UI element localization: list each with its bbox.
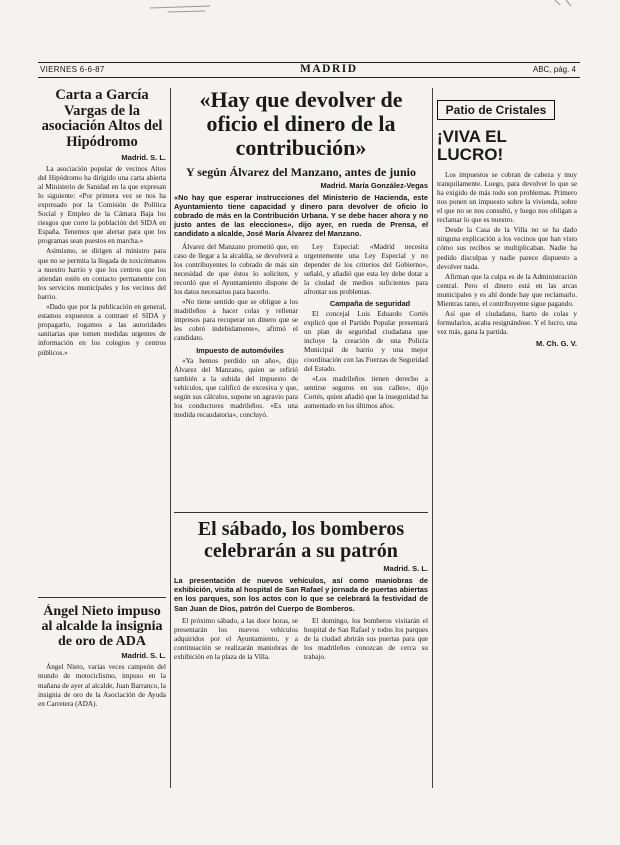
main-paragraph: Ley Especial: «Madrid necesita urgentemente una Ley Especial y no depender de los criterios del Gobierno», señaló, y añadió que esta ley debe dotar a la ciudad de medios suficientes para afrontar sus problemas.: [304, 242, 428, 296]
scan-marks: [0, 0, 620, 60]
bottom-headline: El sábado, los bomberos celebrarán a su patrón: [197, 518, 405, 562]
left-body-2: Ángel Nieto, varias veces campeón del mundo de motociclismo, impuso en la mañana de ayer al alcalde, Juan Barranco, la insignia de oro de la Asociación de Ayuda en Carretera (ADA).: [38, 663, 166, 708]
page-header: [38, 62, 580, 78]
patio-label-box: Patio de Cristales: [437, 100, 555, 120]
main-paragraph: «Ya hemos perdido un año», dijo Álvarez del Manzano, quien se refirió también a la subida del impuesto de vehículos, que calificó de excesiva y que, según sus cálculos, supone un agravio para los conductores madrileños. «Es una medida recaudatoria», concluyó.: [174, 356, 298, 420]
left-paragraph: Asimismo, se dirigen al ministro para que no se permita la llegada de toxicómanos a nuestro barrio y que los centros que los atiendan estén en contacto permanente con los servicios municipales y los vecinos del barrio.: [38, 247, 166, 301]
bottom-signature: Madrid. S. L.: [383, 564, 428, 573]
left-signature-2: Madrid. S. L.: [121, 651, 166, 661]
main-paragraph: El concejal Luis Eduardo Cortés explicó que el Partido Popular presentará un plan de seguridad ciudadana que incluye la creación de una Policía Municipal de barrio y una mejor coordinación con las Fuerzas de Seguridad del Estado.: [304, 310, 428, 373]
main-subhead-2: Campaña de seguridad: [329, 299, 411, 309]
left-paragraph: La asociación popular de vecinos Altos del Hipódromo ha dirigido una carta abierta al Ministerio de Sanidad en la que expresan lo siguiente: «Por primera vez se nos ha expresado por la Comisión de Política Social y Empleo de la Cámara Baja los riesgos que corre la población del SIDA en España. Tenemos que alertar para que los programas sean puestos en marcha.»: [38, 164, 166, 246]
main-headline: «Hay que devolver de oficio el dinero de la contribución»: [199, 88, 403, 161]
main-paragraph: Álvarez del Manzano prometió que, en caso de llegar a la alcaldía, se devolverá a los contribuyentes lo cobrado de más sin necesidad de que éstos lo soliciten, y recordó que el Ayuntamiento dispone de los datos necesarios para hacerlo.: [174, 242, 298, 296]
main-col-2: [304, 243, 428, 422]
column-rule: [170, 88, 171, 788]
bottom-col-2: El domingo, los bomberos visitarán el hospital de San Rafael y todos los parques de la ciudad abrirán sus puertas para que los madrileños conozcan de cerca su trabajo.: [304, 616, 428, 662]
header-date: VIERNES 6-6-87: [40, 65, 105, 74]
left-paragraph: «Dado que por la publicación en general, estamos expuestos a contraer el SIDA y propagarlo, rogamos a las autoridades sanitarias que tomen medidas urgentes de información en los colegios y centros públicos.»: [38, 303, 166, 357]
right-body: [437, 171, 577, 338]
page-number: ABC, pág. 4: [532, 65, 576, 74]
left-headline: Carta a García Vargas de la asociación Altos del Hipódromo: [41, 88, 163, 150]
left-divider: [38, 597, 166, 598]
right-paragraph: Así que el ciudadano, harto de colas y formularios, acaba resignándose. Y el lucro, una vez más, gana la partida.: [437, 310, 577, 337]
right-headline: ¡VIVA EL LUCRO!: [437, 127, 507, 165]
section-title: MADRID: [300, 63, 358, 75]
right-column: [437, 124, 577, 784]
right-paragraph: Desde la Casa de la Villa no se ha dado ninguna explicación a los vecinos que han visto cómo sus recibos se multiplicaban. Nadie ha pedido disculpas y nadie parece dispuesto a devolver nada.: [437, 226, 577, 271]
main-subhead-1: Impuesto de automóviles: [196, 345, 284, 355]
main-divider: [174, 512, 428, 513]
main-subheadline: Y según Álvarez del Manzano, antes de junio: [185, 164, 416, 179]
main-lead: «No hay que esperar instrucciones del Ministerio de Hacienda, este Ayuntamiento tiene capacidad y dinero para devolver de oficio lo cobrado de más en la Contribución Urbana. Y se debe hacer ahora y no justo antes de las elecciones», dijo ayer, en rueda de Prensa, el candidato a alcalde, José María Álvarez del Manzano.: [174, 192, 428, 239]
left-signature: Madrid. S. L.: [121, 152, 166, 162]
right-paragraph: Los impuestos se cobran de cabeza y muy tranquilamente. Luego, para devolver lo que se ha exigido de más todo son problemas. Primero nos ponen un impuesto sobre la vivienda, sobre el que no se nos consultó, y luego nos obligan a reclamar lo que es nuestro.: [437, 170, 577, 225]
left-column-2: [38, 604, 166, 794]
bottom-lead: La presentación de nuevos vehículos, así como maniobras de exhibición, visita al hospital de San Rafael y jornada de puertas abiertas en los parques, son los actos con lo que se celebrará la festividad de San Juan de Dios, patrón del Cuerpo de Bomberos.: [174, 576, 428, 613]
bottom-article: [174, 518, 428, 793]
main-paragraph: «Los madrileños tienen derecho a sentirse seguros en sus calles», dijo Cortés, quien añadió que la inseguridad ha aumentado en los últimos años.: [304, 374, 428, 411]
right-signature: M. Ch. G. V.: [536, 339, 577, 349]
main-col-1: [174, 243, 298, 422]
right-paragraph: Afirman que la culpa es de la Administración central. Pero el dinero está en las arcas municipales y es ahí donde hay que reclamarlo. Mientras tanto, el contribuyente sigue pagando.: [437, 272, 577, 309]
left-headline-2: Ángel Nieto impuso al alcalde la insignia de oro de ADA: [41, 604, 163, 650]
main-signature: Madrid. María González-Vegas: [320, 180, 428, 190]
main-paragraph: «No tiene sentido que se obligue a los madrileños a hacer colas y rellenar impresos para recuperar un dinero que se les cobró indebidamente», afirmó el candidato.: [174, 298, 298, 343]
column-rule-right: [432, 88, 433, 788]
left-body: [38, 165, 166, 358]
bottom-col-1: El próximo sábado, a las doce horas, se presentarán los nuevos vehículos adquiridos por el Ayuntamiento, y a continuación se realizarán maniobras de exhibición en la plaza de la Villa.: [174, 616, 298, 662]
